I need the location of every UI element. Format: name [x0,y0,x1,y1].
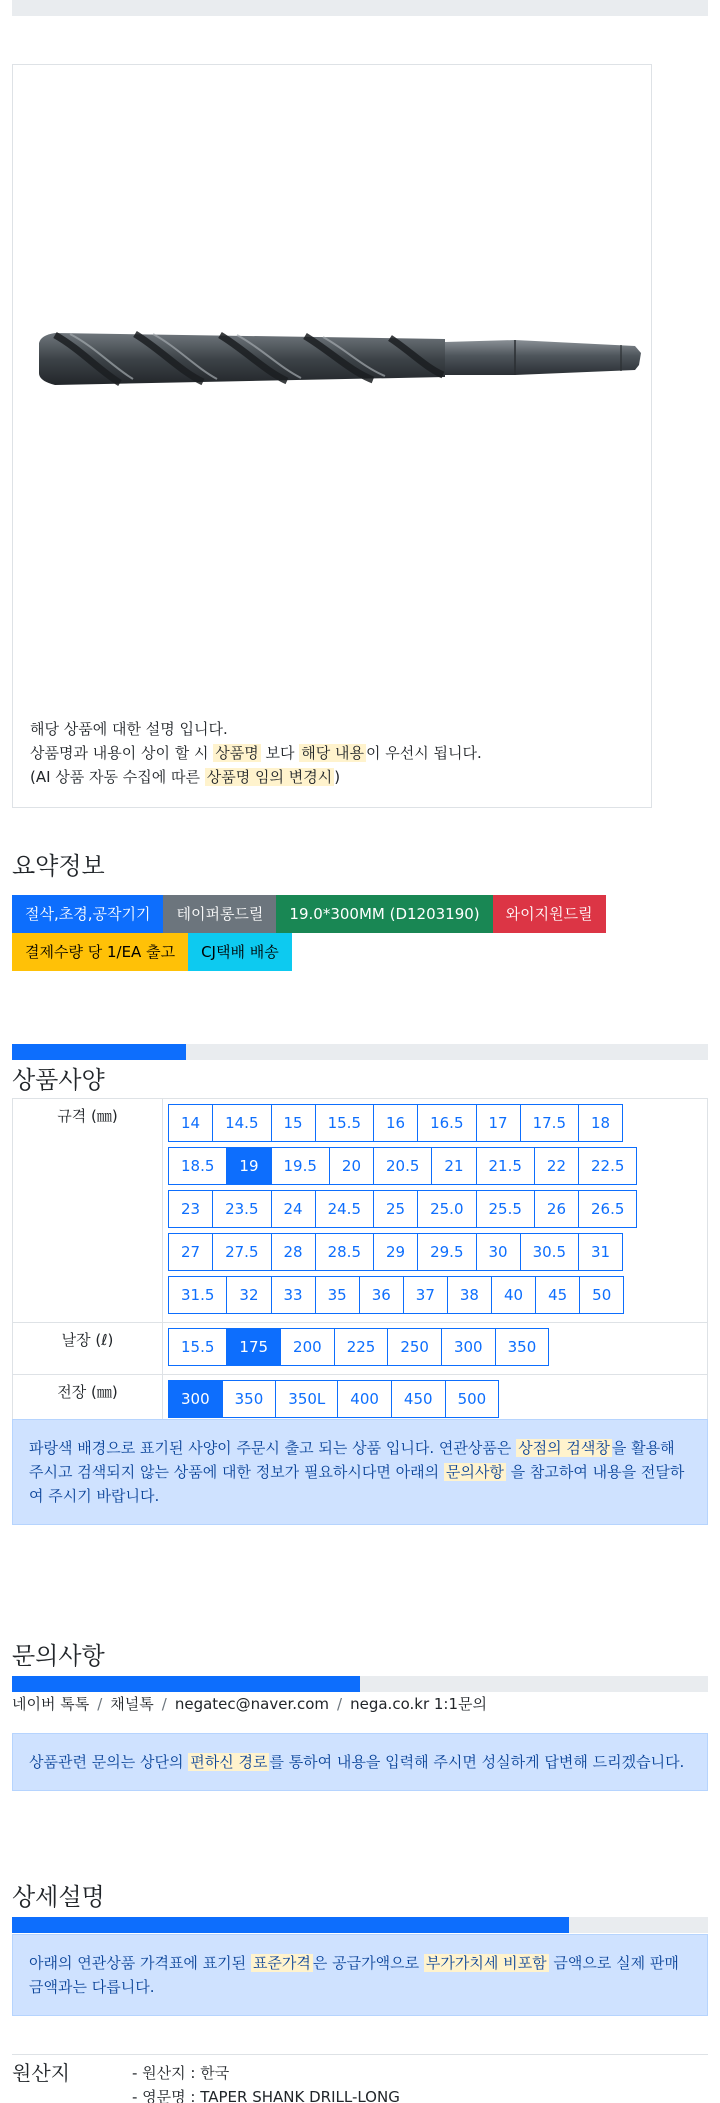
size-option[interactable]: 26.5 [578,1190,637,1228]
notice-text: (AI 상품 자동 수집에 따른 [30,768,205,786]
origin-info [132,2061,400,2103]
alert-text: 을 활용해 주시고 검색되지 않는 상품에 대한 정보가 필요하시다면 아래의 [29,1439,675,1481]
separator: / [97,1695,103,1713]
total-length-option[interactable]: 350 [222,1380,277,1418]
detail-progress-bar [12,1917,708,1933]
notice-line-2 [30,741,482,765]
size-option[interactable]: 28.5 [315,1233,374,1271]
alert-highlight: 표준가격 [252,1954,311,1972]
size-option[interactable]: 23.5 [212,1190,271,1228]
size-option-row [168,1147,702,1185]
notice-text: ) [334,768,341,786]
size-option[interactable]: 28 [271,1233,316,1271]
size-option[interactable]: 14.5 [212,1104,271,1142]
size-option[interactable]: 24 [271,1190,316,1228]
size-option[interactable]: 26 [534,1190,579,1228]
spec-title: 상품사양 [12,1066,105,1094]
origin-section [12,2054,708,2103]
size-option-row [168,1190,702,1228]
size-option[interactable]: 30.5 [520,1233,579,1271]
size-option[interactable]: 17.5 [520,1104,579,1142]
spec-progress-bar [12,1044,708,1060]
notice-highlight: 해당 내용 [301,744,364,762]
size-option[interactable]: 32 [226,1276,271,1314]
size-option[interactable]: 25.0 [417,1190,476,1228]
size-option[interactable]: 27 [168,1233,213,1271]
notice-highlight: 상품명 임의 변경시 [206,768,333,786]
notice-line-3 [30,765,482,789]
size-option-row [168,1104,702,1142]
size-label: 규격 (㎜) [12,1099,162,1322]
size-option-row [168,1276,702,1314]
notice-text: 보다 [260,744,300,762]
detail-info-alert [12,1934,708,2016]
alert-highlight: 문의사항 [445,1463,504,1481]
alert-text: 은 공급가액으로 [312,1954,424,1972]
notice-line-1: 해당 상품에 대한 설명 입니다. [30,720,228,738]
inquiry-progress-fill [12,1676,360,1692]
total-length-option[interactable]: 500 [445,1380,500,1418]
size-option[interactable]: 40 [491,1276,536,1314]
size-option[interactable]: 15.5 [315,1104,374,1142]
alert-text: 을 참고하여 내용을 전달하여 주시기 바랍니다. [29,1463,685,1505]
total-length-option-row [168,1380,702,1418]
drill-image [25,309,645,419]
size-option[interactable]: 25.5 [476,1190,535,1228]
alert-text: 아래의 연관상품 가격표에 표기된 [29,1954,251,1972]
size-option[interactable]: 35 [315,1276,360,1314]
size-option[interactable]: 16.5 [417,1104,476,1142]
size-option[interactable]: 29 [373,1233,418,1271]
size-option[interactable]: 20.5 [373,1147,432,1185]
size-option[interactable]: 36 [359,1276,404,1314]
size-option[interactable]: 27.5 [212,1233,271,1271]
origin-english-name: - 영문명 : TAPER SHANK DRILL-LONG [132,2088,400,2103]
tag-brand[interactable]: 와이지원드릴 [493,895,606,933]
contact-links [12,1693,487,1714]
blade-option[interactable]: 225 [334,1328,389,1366]
size-option[interactable]: 19.5 [271,1147,330,1185]
tag-quantity: 결제수량 당 1/EA 출고 [12,933,188,971]
spec-row-size [12,1099,708,1323]
alert-text: 금액으로 실제 판매금액과는 다릅니다. [29,1954,679,1996]
size-option[interactable]: 21.5 [476,1147,535,1185]
notice-highlight: 상품명 [215,744,259,762]
origin-country: - 원산지 : 한국 [132,2064,230,2082]
alert-highlight: 상점의 검색창 [518,1439,610,1457]
size-option[interactable]: 38 [447,1276,492,1314]
size-option[interactable]: 14 [168,1104,213,1142]
size-option[interactable]: 23 [168,1190,213,1228]
total-length-label: 전장 (㎜) [12,1375,162,1426]
alert-text: 파랑색 배경으로 표기된 사양이 주문시 출고 되는 상품 입니다. 연관상품은 [29,1439,517,1457]
inquiry-title: 문의사항 [12,1642,105,1670]
blade-option-row [168,1328,702,1366]
size-option[interactable]: 24.5 [315,1190,374,1228]
tag-category[interactable]: 절삭,초경,공작기기 [12,895,163,933]
link-naver-talk[interactable]: 네이버 톡톡 [12,1695,90,1713]
spec-info-alert [12,1419,708,1525]
size-option[interactable]: 50 [579,1276,624,1314]
size-option[interactable]: 18 [578,1104,623,1142]
size-option[interactable]: 25 [373,1190,418,1228]
total-length-option[interactable]: 400 [337,1380,392,1418]
total-length-option[interactable]: 450 [391,1380,446,1418]
notice-text: 상품명과 내용이 상이 할 시 [30,744,214,762]
blade-option[interactable]: 15.5 [168,1328,227,1366]
link-email[interactable]: negatec@naver.com [174,1695,330,1713]
summary-title: 요약정보 [12,852,105,880]
size-option[interactable]: 20 [329,1147,374,1185]
tag-type[interactable]: 테이퍼롱드릴 [163,895,276,933]
size-option[interactable]: 22 [534,1147,579,1185]
blade-option[interactable]: 250 [387,1328,442,1366]
tag-row-1 [12,895,692,933]
size-option[interactable]: 29.5 [417,1233,476,1271]
notice-text: 이 우선시 됩니다. [365,744,482,762]
blade-options [162,1323,708,1374]
size-option[interactable]: 16 [373,1104,418,1142]
separator: / [161,1695,167,1713]
summary-tags [12,895,692,971]
size-options [162,1099,708,1322]
blade-option[interactable]: 200 [280,1328,335,1366]
alert-highlight: 편하신 경로 [190,1753,268,1771]
total-length-option[interactable]: 300 [168,1380,223,1418]
size-option-row [168,1233,702,1271]
tag-model[interactable]: 19.0*300MM (D1203190) [276,895,492,933]
blade-option[interactable]: 300 [441,1328,496,1366]
tag-row-2 [12,933,692,971]
product-notice [30,717,482,789]
spec-row-blade [12,1323,708,1375]
size-option[interactable]: 22.5 [578,1147,637,1185]
total-length-option[interactable]: 350L [275,1380,338,1418]
blade-option[interactable]: 175 [226,1328,281,1366]
size-option[interactable]: 15 [271,1104,316,1142]
detail-title: 상세설명 [12,1883,105,1911]
detail-progress-fill [12,1917,569,1933]
alert-text: 를 통하여 내용을 입력해 주시면 성실하게 답변해 드리겠습니다. [269,1753,685,1771]
size-option[interactable]: 33 [271,1276,316,1314]
top-divider-bar [12,0,708,16]
spec-table [12,1098,708,1427]
size-option[interactable]: 17 [476,1104,521,1142]
blade-option[interactable]: 350 [495,1328,550,1366]
spec-progress-fill [12,1044,186,1060]
size-option[interactable]: 37 [403,1276,448,1314]
size-option[interactable]: 30 [476,1233,521,1271]
separator: / [337,1695,343,1713]
product-image-box [12,64,652,808]
size-option[interactable]: 19 [226,1147,271,1185]
blade-label: 날장 (ℓ) [12,1323,162,1374]
alert-text: 상품관련 문의는 상단의 [29,1753,189,1771]
alert-highlight: 부가가치세 비포함 [425,1954,547,1972]
size-option[interactable]: 18.5 [168,1147,227,1185]
size-option[interactable]: 31 [578,1233,623,1271]
inquiry-info-alert [12,1733,708,1791]
tag-shipping: CJ택배 배송 [188,933,292,971]
inquiry-progress-bar [12,1676,708,1692]
link-site-inquiry[interactable]: nega.co.kr 1:1문의 [350,1695,487,1713]
size-option[interactable]: 21 [431,1147,476,1185]
link-channel-talk[interactable]: 채널톡 [110,1695,154,1713]
size-option[interactable]: 45 [535,1276,580,1314]
size-option[interactable]: 31.5 [168,1276,227,1314]
origin-title: 원산지 [12,2061,70,2085]
